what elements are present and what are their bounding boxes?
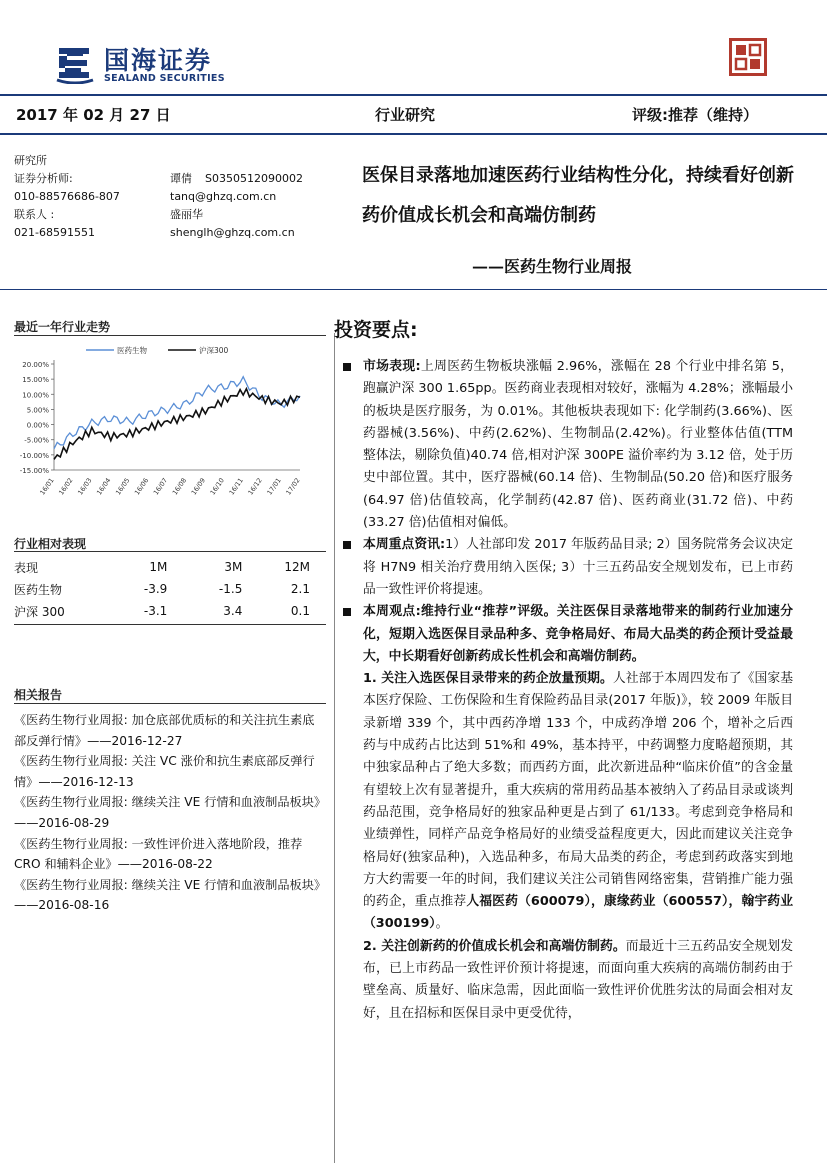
y-tick-label: 10.00% [22,391,49,400]
y-tick-label: 5.00% [26,406,49,415]
paragraph-text: 上周医药生物板块涨幅 2.96%，涨幅在 28 个行业中排名第 5，跑赢沪深 300 1.65pp。医药商业表现相对较好，涨幅为 4.28%；涨幅最小的板块是医疗服务，为 0.01%。其他板块表现如下: 化学制药(3.66%)、医药器械(3.56%)、中药(2.62%)、生物制品(2.42%)。行业整体估值(TTM 整体法，剔除负值)40.74 倍,相对沪深 300PE 溢价率约为 3.12 倍，处于历史中部位置。其中，医疗器械(60.14 倍)、生物制品(50.20 倍)和医疗服务(64.97 倍)估值较高，化学制药(42.87 倍)、医药商业(31.72 倍)、中药(33.27 倍)估值相对偏低。 [363,359,793,531]
point-label: 1. 关注入选医保目录带来的药企放量预期。 [363,671,613,687]
table-header-cell: 3M [224,560,243,574]
related-section-rule [14,703,326,704]
paragraph-text: 1）人社部印发 2017 年版药品目录; 2）国务院常务会议决定将 H7N9 相关治疗费用纳入医保; 3）十三五药品安全规划发布，已上市药品一致性评价将提速。 [363,537,793,597]
related-report-link[interactable]: 《医药生物行业周报: 继续关注 VE 行情和血液制品板块》——2016-08-29 [14,795,320,830]
x-tick-label: 16/11 [227,476,245,497]
performance-table-rule [14,624,326,625]
legend-label: 沪深300 [199,346,229,355]
performance-table [14,556,314,622]
y-tick-label: 15.00% [22,376,49,385]
point-2-paragraph [343,936,793,1025]
brand-name-cn: 国海证券 [104,46,213,75]
related-report-link[interactable]: 《医药生物行业周报: 一致性评价进入落地阶段，推荐 CRO 和辅料企业》——2016-08-22 [14,836,303,872]
performance-section-rule [14,551,326,552]
header-top-rule [0,94,827,96]
table-cell: -1.5 [218,582,243,596]
x-tick-label: 16/10 [208,476,226,497]
table-cell: 沪深 300 [14,604,65,619]
table-cell: 医药生物 [14,582,63,597]
x-tick-label: 16/02 [57,476,75,497]
y-tick-label: -5.00% [24,436,49,445]
paragraph-label: 本周重点资讯: [363,537,446,553]
trend-section-title: 最近一年行业走势 [14,320,111,334]
column-divider [334,333,335,1163]
x-tick-label: 16/04 [95,476,113,497]
related-report-link[interactable]: 《医药生物行业周报: 加仓底部优质标的和关注抗生素底部反弹行情》——2016-12-27 [14,713,315,748]
related-report-link[interactable]: 《医药生物行业周报: 继续关注 VE 行情和血液制品板块》——2016-08-16 [14,877,320,913]
point-text-end: 。 [435,916,449,932]
y-tick-label: 20.00% [22,361,49,369]
x-tick-label: 16/08 [170,476,189,497]
report-type: 行业研究 [375,106,436,124]
x-tick-label: 16/03 [76,476,94,497]
square-bullet-icon [343,363,351,371]
investment-section-title: 投资要点: [334,319,418,341]
report-date: 2017 年 02 月 27 日 [16,106,171,124]
table-header-cell: 表现 [14,560,39,575]
contact-label: 联系人 : [14,208,55,221]
x-tick-label: 16/05 [114,476,132,497]
report-subtitle: ——医药生物行业周报 [472,257,633,276]
x-tick-label: 16/06 [132,476,151,497]
x-tick-label: 16/12 [246,476,264,497]
performance-section-title: 行业相对表现 [14,537,87,551]
point-text: 而最近十三五药品安全规划发布，已上市药品一致性评价预计将提速，而面向重大疾病的高端仿制药由于壁垒高、质量好、临床急需，因此面临一致性评价优胜劣汰的局面会相对友好，且在招标和医保目录中更受优待， [363,938,793,1021]
related-section-title: 相关报告 [14,688,63,702]
table-header-cell: 12M [284,560,310,574]
investment-body [343,356,793,1025]
y-tick-label: -15.00% [19,467,49,475]
sealand-logo-icon [55,40,95,84]
x-tick-label: 17/02 [284,476,302,497]
table-header-row [14,556,314,578]
x-tick-label: 16/07 [151,476,170,497]
point-label: 2. 关注创新药的价值成长机会和高端仿制药。 [363,938,626,954]
trend-section-rule [14,335,326,336]
market-performance-paragraph [343,356,793,534]
x-tick-label: 16/09 [189,476,208,497]
table-cell: -3.9 [143,582,168,596]
analyst-email[interactable]: tanq@ghzq.com.cn [170,190,277,203]
table-cell: -3.1 [143,604,168,618]
square-bullet-icon [343,608,351,616]
table-row [14,578,314,600]
related-reports-list [14,710,326,916]
key-news-paragraph [343,534,793,601]
paragraph-label: 本周观点: [363,604,421,620]
rating: 评级:推荐（维持） [632,106,758,124]
contact-phone: 021-68591551 [14,226,95,239]
brand-name-en: SEALAND SECURITIES [104,73,225,84]
analyst-name: 谭倩 [170,172,192,185]
analyst-role: 证券分析师: [14,172,73,185]
x-tick-label: 16/01 [38,476,56,497]
table-cell: 3.4 [223,604,243,618]
point-text: 人社部于本周四发布了《国家基本医疗保险、工伤保险和生育保险药品目录(2017 年版)》，较 2009 年版目录新增 339 个，其中西药净增 133 个，中成药净增 206 个，增补之后西药与中成药占比达到 51%和 49%，基本持平，中药调整力度略超预期，其中独家品种占了绝大多数；而西药方面，此次新进品种“临床价值”的含金量有望较上次有显著提升，重大疾病的常用药品基本被纳入了药品目录或谈判药品范围，竞争格局好的独家品种更是占到了 61/133。考虑到竞争格局和业绩弹性，同样产品竞争格局好的业绩受益程度更大，因此而建议关注竞争格局好(独家品种)，入选品种多，布局大品类的药企，考虑到药政落实到地方大约需要一年的时间，我们建议关注公司销售网络密集，营销推广能力强的药企，重点推荐 [363,671,793,910]
table-row [14,600,314,622]
square-bullet-icon [343,541,351,549]
analyst-dept: 研究所 [14,154,47,167]
analyst-phone: 010-88576686-807 [14,190,120,203]
research-institute-seal-icon [729,38,767,76]
table-header-cell: 1M [149,560,168,574]
legend-label: 医药生物 [117,346,147,355]
table-cell: 0.1 [290,604,310,618]
report-title: 医保目录落地加速医药行业结构性分化，持续看好创新药价值成长机会和高端仿制药 [362,165,794,226]
point-1-paragraph [343,668,793,936]
recommended-stocks: 人福医药（600079），康缘药业（600557），翰宇药业（300199） [363,894,794,932]
series-line-pharma [54,377,300,449]
header-bottom-rule [0,133,827,135]
weekly-view-paragraph [343,601,793,668]
x-tick-label: 17/01 [265,476,283,497]
analyst-license: S0350512090002 [205,172,303,185]
industry-trend-chart [14,342,314,500]
contact-email[interactable]: shenglh@ghzq.com.cn [170,226,295,239]
section-divider [0,289,827,290]
related-report-link[interactable]: 《医药生物行业周报: 关注 VC 涨价和抗生素底部反弹行情》——2016-12-13 [14,754,315,789]
table-cell: 2.1 [290,582,310,596]
paragraph-text: 维持行业“推荐”评级。关注医保目录落地带来的制药行业加速分化，短期入选医保目录品种多、竞争格局好、布局大品类的药企预计受益最大，中长期看好创新药成长性机会和高端仿制药。 [363,604,793,664]
paragraph-label: 市场表现: [363,359,421,374]
y-tick-label: -10.00% [19,451,49,460]
series-line-csi300 [54,389,300,460]
y-tick-label: 0.00% [26,421,49,430]
contact-name: 盛丽华 [170,208,203,221]
